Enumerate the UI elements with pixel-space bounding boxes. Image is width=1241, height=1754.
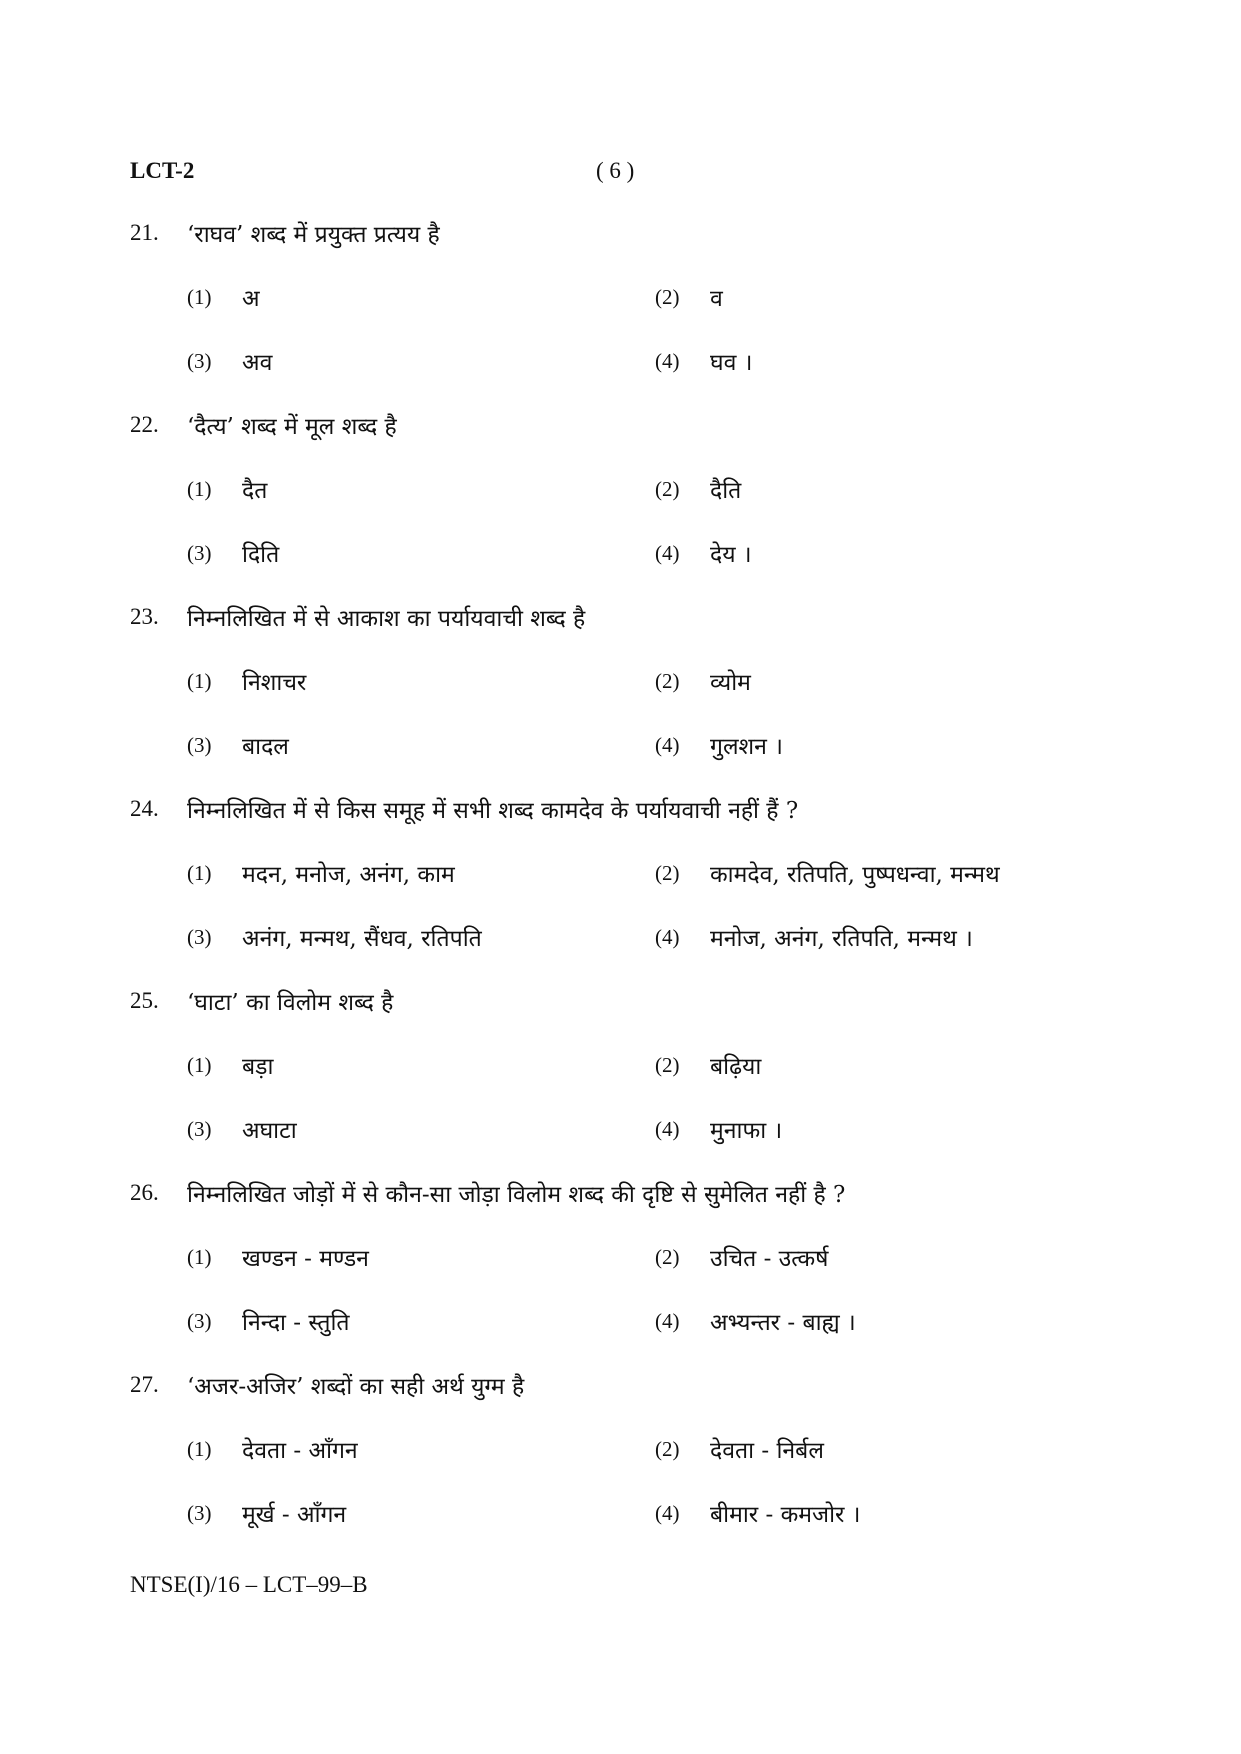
option-2 (655, 855, 1000, 891)
question-21 (130, 215, 1120, 407)
option-number: (3) (187, 1116, 212, 1141)
option-text: देवता - निर्बल (710, 1438, 824, 1464)
option-3 (187, 535, 279, 571)
option-number: (3) (187, 732, 212, 757)
question-stem (130, 407, 397, 443)
option-text: निशाचर (242, 670, 307, 696)
page-footer: NTSE(I)/16 – LCT–99–B (130, 1572, 368, 1597)
option-text: खण्डन - मण्डन (242, 1246, 369, 1272)
page-number: ( 6 ) (596, 158, 635, 183)
option-number: (4) (655, 1500, 680, 1525)
option-1 (187, 1047, 273, 1083)
question-number: 26. (130, 1180, 159, 1205)
option-2 (655, 471, 741, 507)
option-number: (4) (655, 1308, 680, 1333)
option-number: (1) (187, 476, 212, 501)
question-text: निम्नलिखित जोड़ों में से कौन-सा जोड़ा विलोम शब्द की दृष्टि से सुमेलित नहीं है ? (187, 1182, 846, 1208)
option-1 (187, 1431, 358, 1467)
option-2 (655, 1239, 828, 1275)
option-4 (655, 1303, 856, 1339)
option-number: (3) (187, 348, 212, 373)
question-number: 22. (130, 412, 159, 437)
question-23 (130, 599, 1120, 791)
question-22 (130, 407, 1120, 599)
option-text: मनोज, अनंग, रतिपति, मन्मथ । (710, 926, 973, 952)
option-4 (655, 727, 783, 763)
question-27 (130, 1367, 1120, 1559)
option-text: अव (242, 350, 273, 376)
option-text: देय । (710, 542, 752, 568)
option-text: बादल (242, 734, 289, 760)
option-text: बड़ा (242, 1054, 274, 1080)
question-stem (130, 215, 440, 251)
question-text: ‘घाटा’ का विलोम शब्द है (187, 990, 394, 1016)
question-26 (130, 1175, 1120, 1367)
question-text: ‘दैत्य’ शब्द में मूल शब्द है (187, 414, 397, 440)
option-text: मूर्ख - आँगन (242, 1502, 347, 1528)
option-2 (655, 279, 723, 315)
option-3 (187, 919, 482, 955)
question-25 (130, 983, 1120, 1175)
option-3 (187, 343, 272, 379)
option-1 (187, 855, 455, 891)
option-4 (655, 1111, 782, 1147)
question-number: 23. (130, 604, 159, 629)
option-number: (4) (655, 1116, 680, 1141)
option-2 (655, 663, 751, 699)
option-4 (655, 1495, 860, 1531)
option-number: (2) (655, 860, 680, 885)
option-text: अ (242, 286, 260, 312)
booklet-code: LCT-2 (130, 158, 195, 183)
option-text: मदन, मनोज, अनंग, काम (242, 862, 455, 888)
option-text: देवता - आँगन (242, 1438, 358, 1464)
question-stem (130, 1175, 845, 1211)
option-text: कामदेव, रतिपति, पुष्पधन्वा, मन्मथ (710, 862, 1000, 888)
option-number: (2) (655, 284, 680, 309)
option-3 (187, 1111, 297, 1147)
option-number: (2) (655, 1052, 680, 1077)
option-3 (187, 727, 289, 763)
option-text: उचित - उत्कर्ष (710, 1246, 829, 1272)
option-number: (4) (655, 924, 680, 949)
question-stem (130, 791, 798, 827)
question-number: 24. (130, 796, 159, 821)
option-3 (187, 1495, 346, 1531)
option-1 (187, 471, 267, 507)
option-text: दैत (242, 478, 268, 504)
option-number: (1) (187, 860, 212, 885)
option-1 (187, 1239, 369, 1275)
option-4 (655, 343, 752, 379)
question-stem (130, 983, 393, 1019)
option-number: (1) (187, 1052, 212, 1077)
question-number: 25. (130, 988, 159, 1013)
option-text: व (710, 286, 723, 312)
option-text: अघाटा (242, 1118, 297, 1144)
option-number: (3) (187, 1500, 212, 1525)
page-header (130, 158, 1110, 198)
option-text: घव । (710, 350, 753, 376)
option-number: (2) (655, 668, 680, 693)
option-text: अभ्यन्तर - बाह्य । (710, 1310, 856, 1336)
question-text: निम्नलिखित में से आकाश का पर्यायवाची शब्द है (187, 606, 586, 632)
option-text: अनंग, मन्मथ, सैंधव, रतिपति (242, 926, 482, 952)
option-number: (1) (187, 668, 212, 693)
option-number: (4) (655, 540, 680, 565)
option-text: गुलशन । (710, 734, 783, 760)
question-number: 27. (130, 1372, 159, 1397)
question-number: 21. (130, 220, 159, 245)
option-number: (2) (655, 1436, 680, 1461)
question-text: ‘राघव’ शब्द में प्रयुक्त प्रत्यय है (187, 222, 440, 248)
option-2 (655, 1047, 761, 1083)
option-number: (4) (655, 732, 680, 757)
option-number: (2) (655, 476, 680, 501)
option-number: (1) (187, 284, 212, 309)
option-number: (3) (187, 540, 212, 565)
option-1 (187, 663, 306, 699)
option-number: (3) (187, 1308, 212, 1333)
option-number: (1) (187, 1436, 212, 1461)
option-2 (655, 1431, 824, 1467)
question-list (130, 215, 1120, 1559)
question-text: निम्नलिखित में से किस समूह में सभी शब्द कामदेव के पर्यायवाची नहीं हैं ? (187, 798, 799, 824)
option-4 (655, 535, 752, 571)
option-text: निन्दा - स्तुति (242, 1310, 350, 1336)
question-stem (130, 1367, 524, 1403)
option-text: दिति (242, 542, 280, 568)
option-number: (1) (187, 1244, 212, 1269)
option-number: (3) (187, 924, 212, 949)
option-text: दैति (710, 478, 742, 504)
option-text: मुनाफा । (710, 1118, 783, 1144)
option-number: (4) (655, 348, 680, 373)
option-3 (187, 1303, 350, 1339)
option-4 (655, 919, 973, 955)
option-1 (187, 279, 260, 315)
option-text: बढ़िया (710, 1054, 762, 1080)
option-text: बीमार - कमजोर । (710, 1502, 861, 1528)
question-text: ‘अजर-अजिर’ शब्दों का सही अर्थ युग्म है (187, 1374, 525, 1400)
question-24 (130, 791, 1120, 983)
option-number: (2) (655, 1244, 680, 1269)
question-stem (130, 599, 585, 635)
option-text: व्योम (710, 670, 751, 696)
